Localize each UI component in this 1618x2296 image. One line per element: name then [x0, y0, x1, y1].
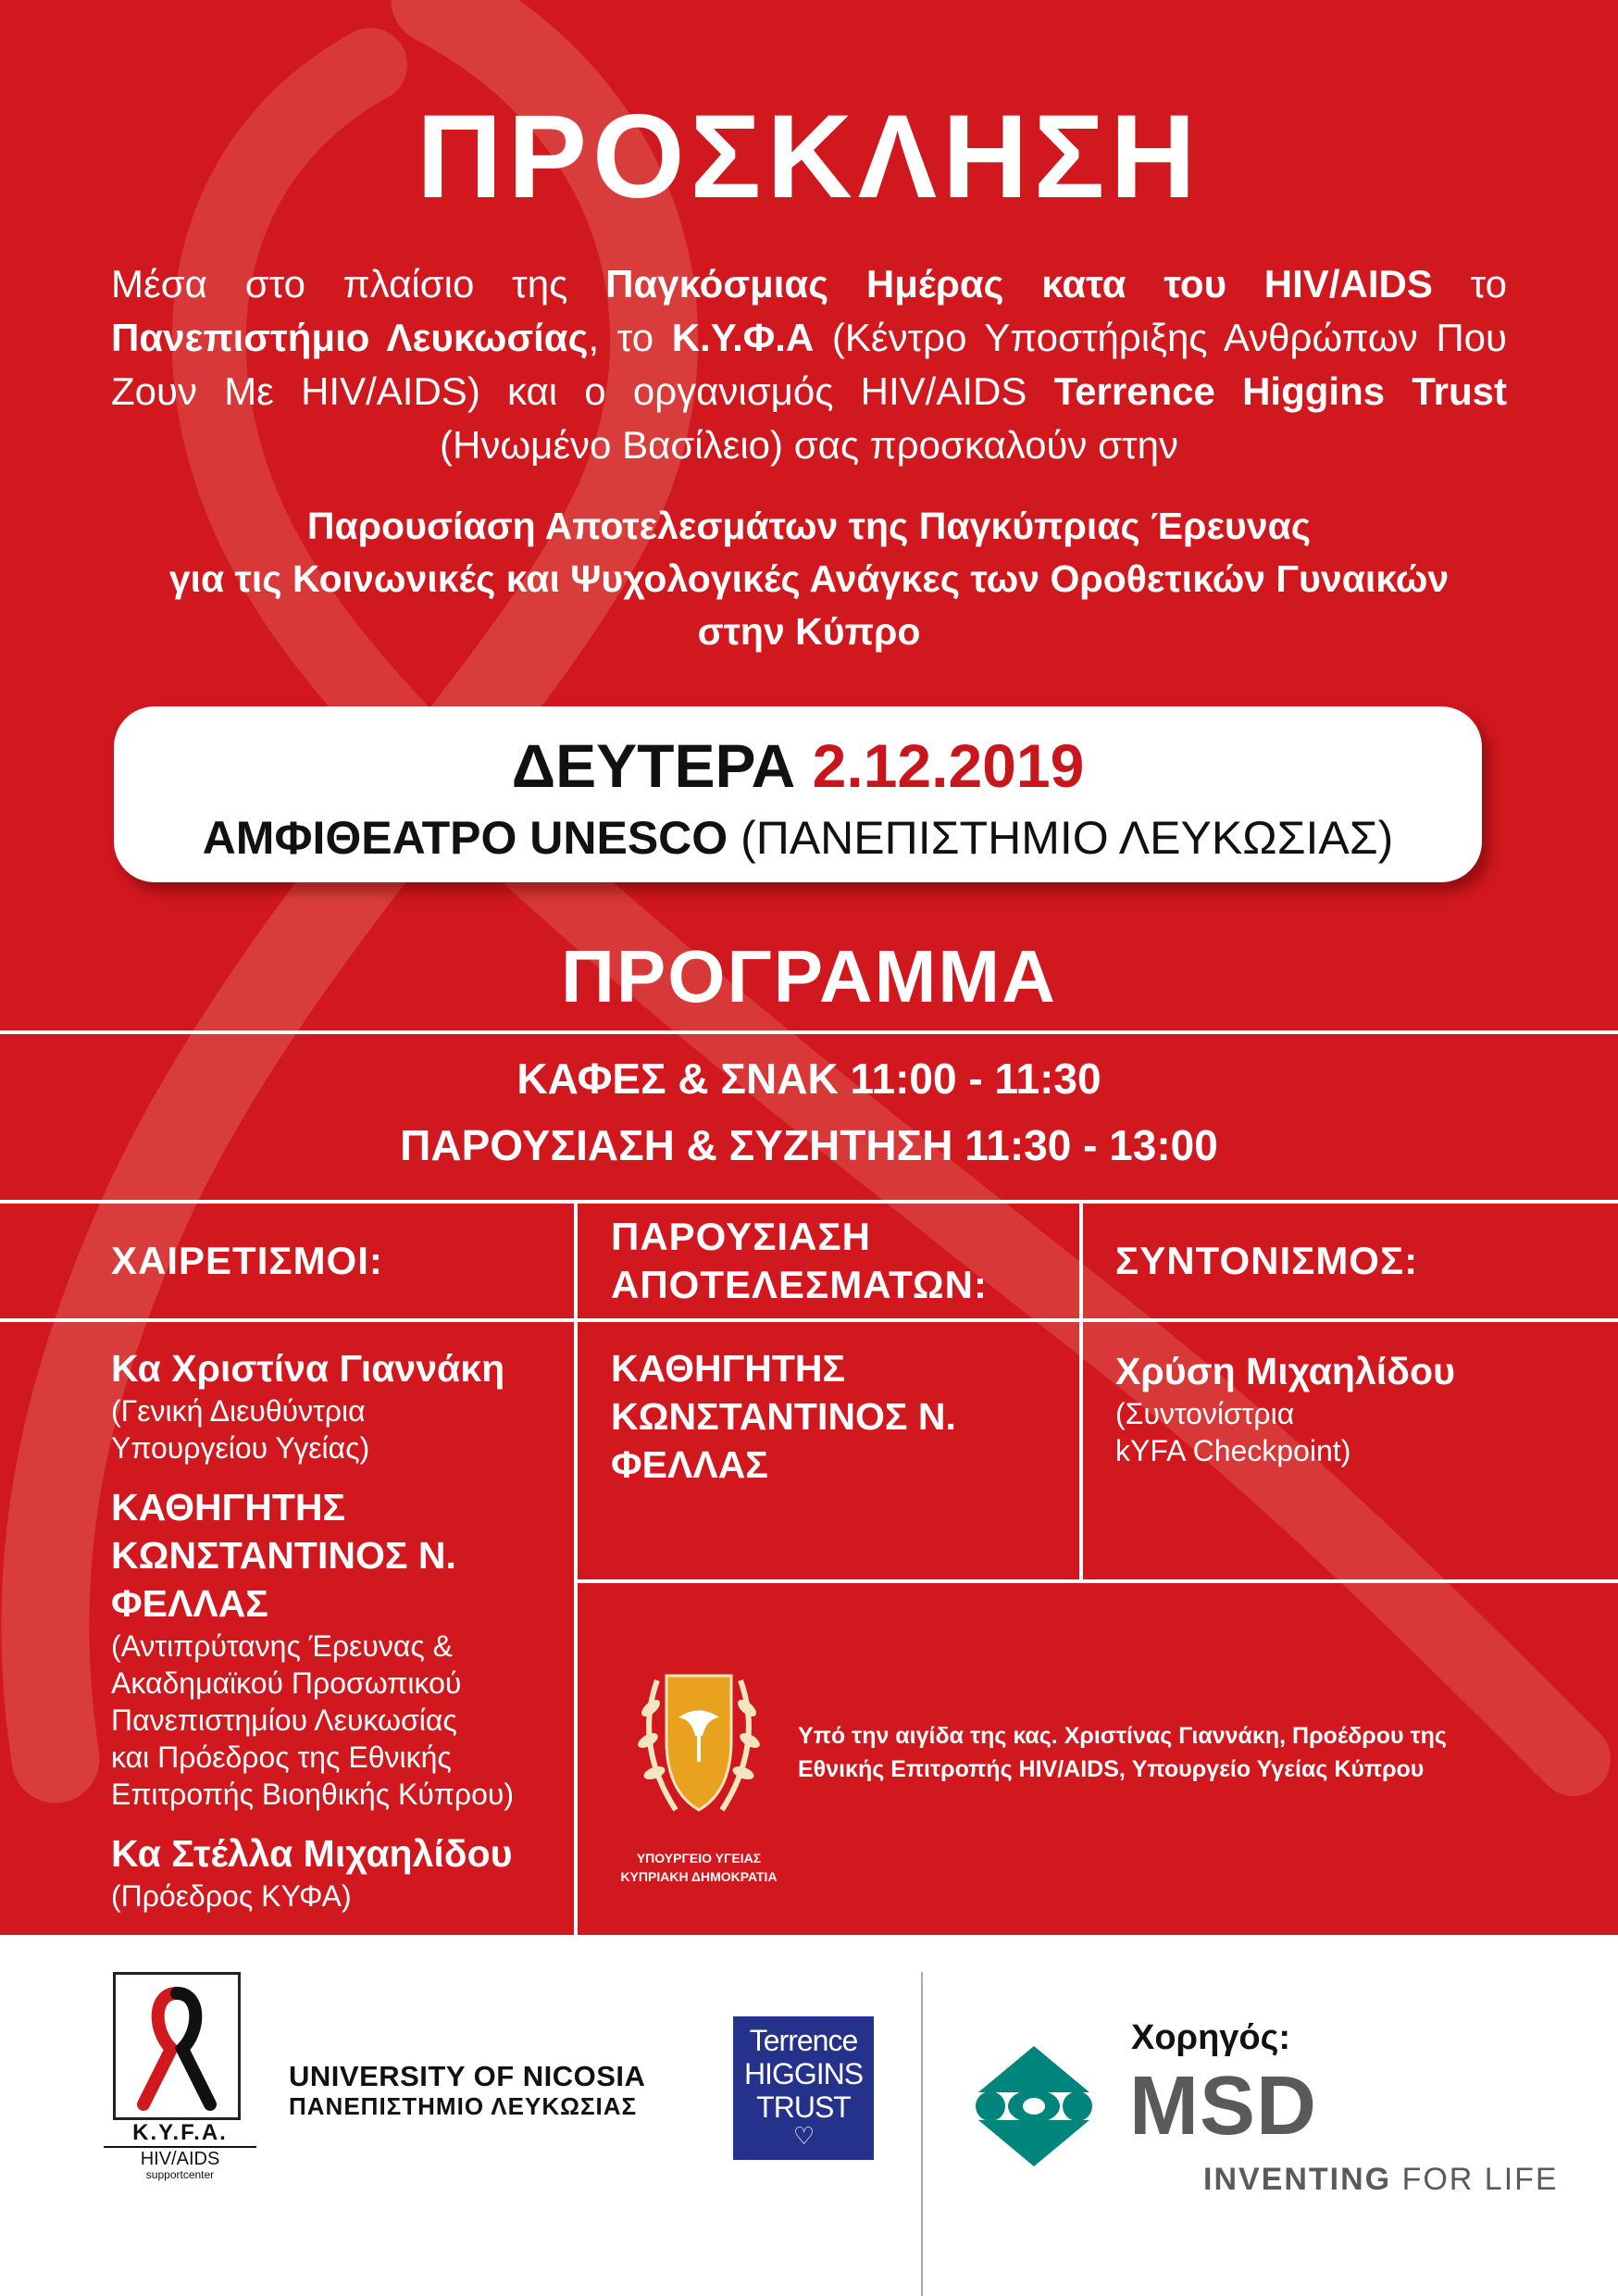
speaker-role: Επιτροπής Βιοηθικής Κύπρου)	[111, 1778, 515, 1811]
speaker-role: Ακαδημαϊκού Προσωπικού	[111, 1666, 462, 1700]
moderation-header: ΣΥΝΤΟΝΙΣΜΟΣ:	[1115, 1239, 1419, 1282]
speaker-name: ΚΑΘΗΓΗΤΗΣ	[111, 1486, 346, 1529]
speaker-role: και Πρόεδρος της Εθνικής	[111, 1741, 452, 1774]
speaker-name: ΦΕΛΛΑΣ	[611, 1443, 768, 1486]
red-ribbon-icon	[116, 1975, 238, 2117]
msd-logo-icon	[974, 2041, 1094, 2171]
page-title: ΠΡΟΣΚΛΗΣΗ	[417, 91, 1201, 223]
kyfa-subtitle: supportcenter	[145, 2168, 215, 2181]
divider	[578, 1579, 1618, 1583]
speaker-role: (Πρόεδρος ΚΥΦΑ)	[111, 1879, 352, 1913]
msd-tagline: INVENTING FOR LIFE	[1203, 2162, 1559, 2197]
greetings-speakers	[111, 1344, 565, 1915]
results-header: ΠΑΡΟΥΣΙΑΣΗ ΑΠΟΤΕΛΕΣΜΑΤΩΝ:	[611, 1215, 988, 1306]
divider	[0, 1200, 1618, 1204]
speaker-role: (Αντιπρύτανης Έρευνας &	[111, 1629, 453, 1663]
kyfa-subtitle: HIV/AIDS	[140, 2149, 220, 2169]
ministry-caption: ΥΠΟΥΡΓΕΙΟ ΥΓΕΙΑΣ	[636, 1851, 762, 1866]
schedule-presentation: ΠΑΡΟΥΣΙΑΣΗ & ΣΥΖΗΤΗΣΗ 11:30 - 13:00	[400, 1121, 1218, 1169]
divider	[921, 1972, 923, 2296]
event-date: ΔΕΥΤΕΡΑ 2.12.2019	[511, 731, 1085, 800]
msd-wordmark: MSD	[1129, 2060, 1317, 2152]
speaker-name: ΚΩΝΣΤΑΝΤΙΝΟΣ Ν.	[111, 1534, 456, 1577]
results-speaker	[611, 1344, 1064, 1489]
research-title: Παρουσίαση Αποτελεσμάτων της Παγκύπριας Έρευνας για τις Κοινωνικές και Ψυχολογικές Ανάγκες των Οροθετικών Γυναικών στην Κύπρο	[168, 505, 1450, 653]
speaker-role: kYFA Checkpoint)	[1115, 1434, 1351, 1467]
event-venue: ΑΜΦΙΘΕΑΤΡΟ UNESCO (ΠΑΝΕΠΙΣΤΗΜΙΟ ΛΕΥΚΩΣΙΑΣ)	[202, 812, 1394, 864]
speaker-name: ΚΑΘΗΓΗΤΗΣ	[611, 1347, 846, 1390]
speaker-name: Κα Στέλλα Μιχαηλίδου	[111, 1832, 513, 1875]
speaker-role: Πανεπιστημίου Λευκωσίας	[111, 1703, 457, 1737]
footer-logos	[0, 1935, 1618, 2296]
sponsor-label: Χορηγός:	[1131, 2018, 1291, 2057]
program-title: ΠΡΟΓΡΑΜΜΑ	[561, 935, 1057, 1017]
speaker-role: Υπουργείου Υγείας)	[111, 1431, 370, 1465]
divider	[1079, 1200, 1083, 1579]
kyfa-logo	[113, 1972, 241, 2120]
intro-paragraph: Μέσα στο πλαίσιο της Παγκόσμιας Ημέρας κατα του HIV/AIDS το Πανεπιστήμιο Λευκωσίας, το Κ.Υ.Φ.Α (Κέντρο Υποστήριξης Ανθρώπων Που Ζουν Με HIV/AIDS) και ο οργανισμός HIV/AIDS Terrence Higgins Trust (Ηνωμένο Βασίλειο) σας προσκαλούν στην	[111, 262, 1507, 467]
divider	[574, 1200, 578, 1935]
speaker-name: ΚΩΝΣΤΑΝΤΙΝΟΣ Ν.	[611, 1395, 956, 1438]
unic-logo-gr: ΠΑΝΕΠΙΣΤΗΜΙΟ ΛΕΥΚΩΣΙΑΣ	[289, 2092, 638, 2120]
schedule-coffee: ΚΑΦΕΣ & ΣΝΑΚ 11:00 - 11:30	[517, 1054, 1101, 1103]
speaker-role: (Συντονίστρια	[1115, 1397, 1295, 1430]
heart-icon: ♡	[792, 2122, 815, 2150]
ministry-caption: ΚΥΠΡΙΑΚΗ ΔΗΜΟΚΡΑΤΙΑ	[620, 1869, 778, 1884]
kyfa-name: K.Y.F.A.	[104, 2120, 256, 2148]
unic-logo-en: UNIVERSITY OF NICOSIA	[289, 2060, 646, 2092]
event-date-box	[114, 706, 1482, 882]
speaker-name: Κα Χριστίνα Γιαννάκη	[111, 1347, 505, 1390]
greetings-header: ΧΑΙΡΕΤΙΣΜΟΙ:	[111, 1239, 383, 1282]
divider	[0, 1318, 1618, 1322]
speaker-name: ΦΕΛΛΑΣ	[111, 1582, 268, 1625]
cyprus-coat-of-arms-icon	[606, 1653, 791, 1847]
divider	[0, 1030, 1618, 1034]
moderator	[1115, 1347, 1597, 1469]
speaker-name: Χρύση Μιχαηλίδου	[1115, 1350, 1455, 1392]
terrence-higgins-trust-logo: Terrence HIGGINS TRUST ♡	[733, 2016, 874, 2160]
aegis-text: Υπό την αιγίδα της κας. Χριστίνας Γιαννάκη, Προέδρου της Εθνικής Επιτροπής HIV/AIDS, Υπουργείο Υγείας Κύπρου	[798, 1723, 1447, 1782]
speaker-role: (Γενική Διευθύντρια	[111, 1394, 366, 1428]
